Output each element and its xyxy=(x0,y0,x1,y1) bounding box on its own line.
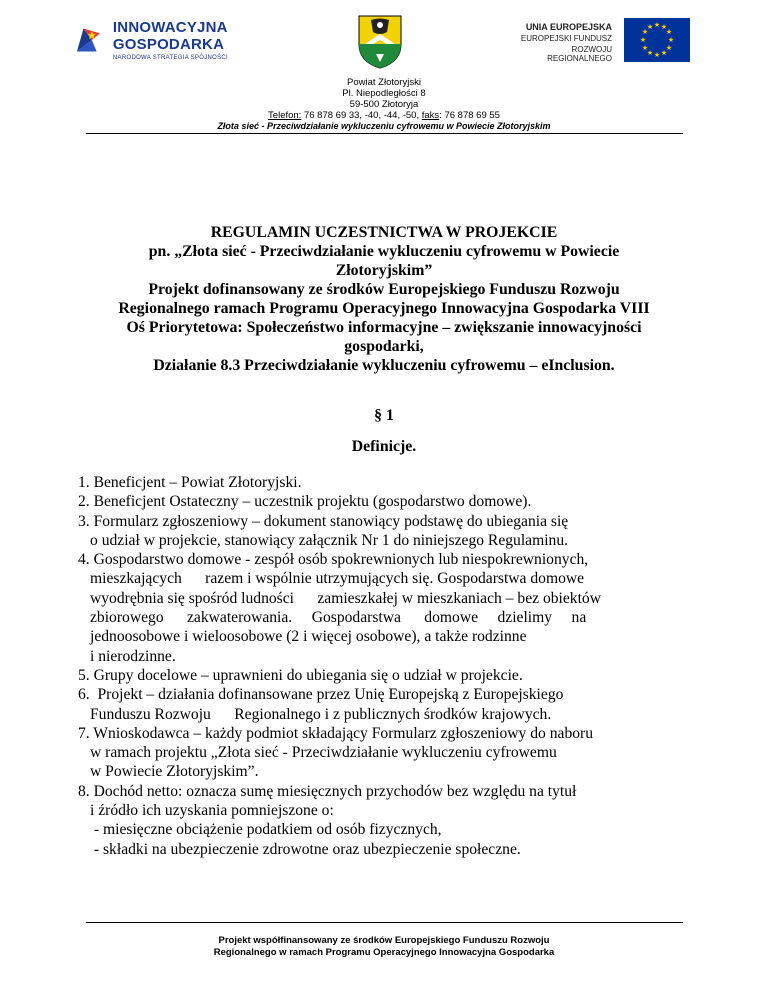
title-line: Złotoryjskim” xyxy=(335,262,433,279)
list-line: o udział w projekcie, stanowiący załącznik Nr 1 do niniejszego Regulaminu. xyxy=(90,531,569,549)
list-item xyxy=(78,666,694,685)
definitions-list xyxy=(78,473,694,859)
section-title: Definicje. xyxy=(351,438,417,455)
list-item xyxy=(78,820,694,839)
list-item xyxy=(78,627,694,646)
svg-text:★: ★ xyxy=(641,28,649,36)
list-item xyxy=(78,512,694,531)
svg-text:★: ★ xyxy=(641,44,649,52)
eu-logo-line1: UNIA EUROPEJSKA xyxy=(525,22,612,32)
footer-divider xyxy=(86,922,683,923)
list-item xyxy=(78,685,694,704)
project-tagline: Złota sieć - Przeciwdziałanie wykluczeniu cyfrowemu w Powiecie Złotoryjskim xyxy=(217,121,551,131)
eu-logo-line2: EUROPEJSKI FUNDUSZ xyxy=(520,34,612,43)
address-line-2: Pl. Niepodległości 8 xyxy=(342,88,426,99)
list-line: 3. Formularz zgłoszeniowy – dokument stanowiący podstawę do ubiegania się xyxy=(78,512,569,530)
list-item xyxy=(78,801,694,820)
svg-text:★: ★ xyxy=(667,36,675,44)
list-line: - miesięczne obciążenie podatkiem od osób fizycznych, xyxy=(90,821,442,839)
address-line-3: 59-500 Złotoryja xyxy=(349,99,419,110)
innowacyjna-gospodarka-emblem-icon xyxy=(72,20,105,60)
list-item xyxy=(78,473,694,492)
list-line: 5. Grupy docelowe – uprawnieni do ubiegania się o udział w projekcie. xyxy=(78,666,523,684)
list-item xyxy=(78,762,694,781)
list-item xyxy=(78,724,694,743)
list-item xyxy=(78,705,694,724)
list-item xyxy=(78,840,694,859)
document-title xyxy=(80,223,688,375)
svg-text:★: ★ xyxy=(646,23,654,31)
svg-text:★: ★ xyxy=(653,51,661,59)
left-logo-subtitle: NARODOWA STRATEGIA SPÓJNOŚCI xyxy=(112,55,229,61)
title-line: REGULAMIN UCZESTNICTWA W PROJEKCIE xyxy=(210,224,558,241)
footer-line-1: Projekt współfinansowany ze środków Europejskiego Funduszu Rozwoju xyxy=(218,935,550,946)
list-line: wyodrębnia się spośród ludności zamieszkałej w mieszkaniach – bez obiektów xyxy=(90,589,601,607)
title-line: Regionalnego ramach Programu Operacyjnego Innowacyjna Gospodarka VIII xyxy=(118,300,650,317)
title-line: gospodarki, xyxy=(344,338,424,355)
header-divider xyxy=(86,133,683,134)
list-line: - składki na ubezpieczenie zdrowotne oraz ubezpieczenie społeczne. xyxy=(90,840,521,858)
svg-text:★: ★ xyxy=(660,23,668,31)
list-item xyxy=(78,569,694,588)
list-line: 1. Beneficjent – Powiat Złotoryjski. xyxy=(78,474,302,491)
svg-text:★: ★ xyxy=(665,44,673,52)
svg-text:★: ★ xyxy=(665,28,673,36)
section-number: § 1 xyxy=(374,407,394,424)
title-line: Projekt dofinansowany ze środków Europejskiego Funduszu Rozwoju xyxy=(148,281,620,298)
address-line-1: Powiat Złotoryjski xyxy=(347,77,421,88)
list-item xyxy=(78,608,694,627)
fax-label: faks xyxy=(421,110,440,121)
footer-line-2: Regionalnego w ramach Programu Operacyjnego Innowacyjna Gospodarka xyxy=(213,947,555,958)
fax-number: : 76 878 69 55 xyxy=(439,110,500,121)
phone-numbers: 76 878 69 33, -40, -44, -50, xyxy=(301,110,422,121)
list-item xyxy=(78,492,694,511)
eu-logo-line3: ROZWOJU REGIONALNEGO xyxy=(547,45,612,63)
title-line: Działanie 8.3 Przeciwdziałanie wykluczeniu cyfrowemu – eInclusion. xyxy=(153,357,615,374)
svg-text:★: ★ xyxy=(653,21,661,29)
eu-logo xyxy=(510,18,690,66)
list-item xyxy=(78,550,694,569)
list-line: i nierodzinne. xyxy=(90,647,176,665)
title-line: Oś Priorytetowa: Społeczeństwo informacyjne – zwiększanie innowacyjności xyxy=(126,319,642,336)
list-line: w Powiecie Złotoryjskim”. xyxy=(90,763,259,781)
list-line: 8. Dochód netto: oznacza sumę miesięcznych przychodów bez względu na tytuł xyxy=(78,782,577,800)
list-line: 2. Beneficjent Ostateczny – uczestnik projektu (gospodarstwo domowe). xyxy=(78,493,532,511)
list-item xyxy=(78,782,694,801)
eu-flag-icon xyxy=(624,18,690,62)
list-item xyxy=(78,531,694,550)
list-item xyxy=(78,589,694,608)
phone-label: Telefon: xyxy=(268,110,302,121)
list-line: mieszkających razem i wspólnie utrzymujących się. Gospodarstwa domowe xyxy=(90,570,585,588)
svg-text:★: ★ xyxy=(646,49,654,57)
list-line: jednoosobowe i wieloosobowe (2 i więcej osobowe), a także rodzinne xyxy=(90,628,527,646)
svg-text:★: ★ xyxy=(660,49,668,57)
title-line: pn. „Złota sieć - Przeciwdziałanie wykluczeniu cyfrowemu w Powiecie xyxy=(148,243,620,260)
contact-line xyxy=(0,110,768,121)
left-logo-title: INNOWACYJNA GOSPODARKA xyxy=(112,19,228,53)
list-line: 7. Wnioskodawca – każdy podmiot składający Formularz zgłoszeniowy do naboru xyxy=(78,724,594,742)
list-item xyxy=(78,743,694,762)
list-line: 6. Projekt – działania dofinansowane przez Unię Europejską z Europejskiego xyxy=(78,686,564,704)
powiat-coat-of-arms-icon xyxy=(357,14,403,70)
innowacyjna-gospodarka-logo xyxy=(72,18,302,62)
list-line: w ramach projektu „Złota sieć - Przeciwdziałanie wykluczeniu cyfrowemu xyxy=(90,744,557,762)
svg-text:★: ★ xyxy=(639,36,647,44)
list-item xyxy=(78,647,694,666)
list-line: zbiorowego zakwaterowania. Gospodarstwa domowe dzielimy na xyxy=(90,609,587,627)
list-line: 4. Gospodarstwo domowe - zespół osób spokrewnionych lub niespokrewnionych, xyxy=(78,551,589,569)
list-line: i źródło ich uzyskania pomniejszone o: xyxy=(90,802,334,820)
list-line: Funduszu Rozwoju Regionalnego i z publicznych środków krajowych. xyxy=(90,705,552,723)
